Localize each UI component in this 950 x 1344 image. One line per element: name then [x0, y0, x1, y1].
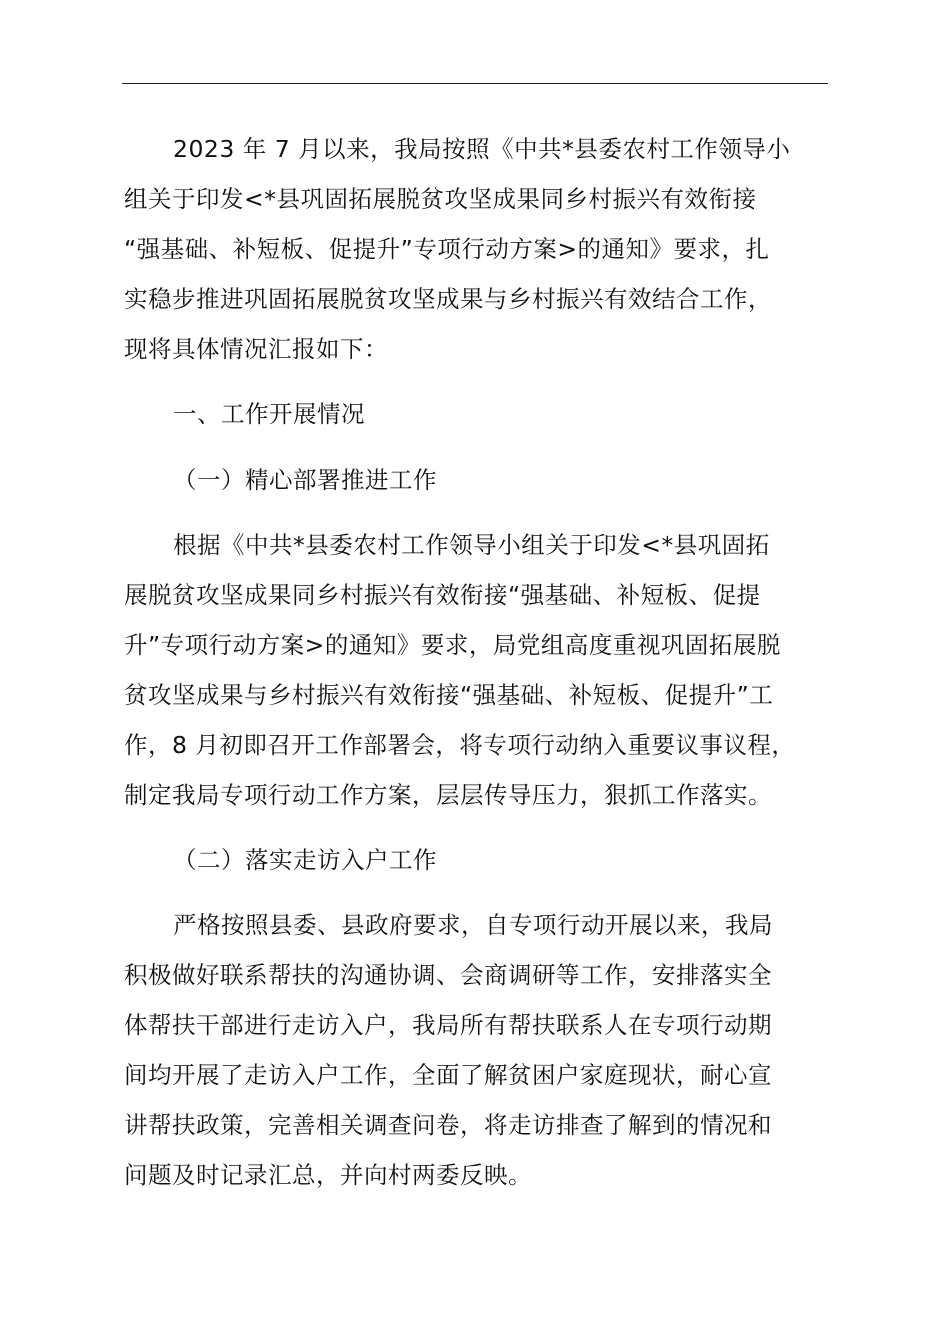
paragraph-line: 讲帮扶政策，完善相关调查问卷，将走访排查了解到的情况和: [124, 1111, 772, 1139]
paragraph-line: 严格按照县委、县政府要求，自专项行动开展以来，我局: [173, 911, 773, 939]
paragraph-line: 体帮扶干部进行走访入户，我局所有帮扶联系人在专项行动期: [124, 1011, 772, 1039]
paragraph-line: 问题及时记录汇总，并向村两委反映。: [124, 1161, 532, 1189]
paragraph-line: 2023 年 7 月以来，我局按照《中共*县委农村工作领导小: [173, 135, 791, 163]
paragraph-line: 升”专项行动方案>的通知》要求，局党组高度重视巩固拓展脱: [124, 631, 781, 659]
paragraph-line: 展脱贫攻坚成果同乡村振兴有效衔接“强基础、补短板、促提: [124, 581, 761, 609]
subsection-2-paragraph: [124, 900, 773, 1200]
paragraph-line: 间均开展了走访入户工作，全面了解贫困户家庭现状，耐心宣: [124, 1061, 772, 1089]
subsection-heading-1: [124, 455, 437, 505]
paragraph-line: 实稳步推进巩固拓展脱贫攻坚成果与乡村振兴有效结合工作，: [124, 285, 772, 313]
subsection-heading-text: （一）精心部署推进工作: [173, 466, 437, 494]
intro-paragraph: [124, 124, 790, 374]
paragraph-line: 作，8 月初即召开工作部署会，将专项行动纳入重要议事议程，: [124, 731, 796, 759]
paragraph-line: 组关于印发<*县巩固拓展脱贫攻坚成果同乡村振兴有效衔接: [124, 185, 757, 213]
paragraph-line: “强基础、补短板、促提升”专项行动方案>的通知》要求，扎: [124, 235, 770, 263]
paragraph-line: 贫攻坚成果与乡村振兴有效衔接“强基础、补短板、促提升”工: [124, 681, 774, 709]
header-rule: [122, 83, 828, 84]
section-heading: [124, 389, 365, 439]
paragraph-line: 积极做好联系帮扶的沟通协调、会商调研等工作，安排落实全: [124, 961, 772, 989]
section-heading-text: 一、工作开展情况: [173, 400, 365, 428]
subsection-1-paragraph: [124, 520, 795, 820]
subsection-heading-text: （二）落实走访入户工作: [173, 846, 437, 874]
paragraph-line: 根据《中共*县委农村工作领导小组关于印发<*县巩固拓: [173, 531, 770, 559]
paragraph-line: 制定我局专项行动工作方案，层层传导压力，狠抓工作落实。: [124, 781, 772, 809]
paragraph-line: 现将具体情况汇报如下：: [124, 335, 388, 363]
subsection-heading-2: [124, 835, 437, 885]
